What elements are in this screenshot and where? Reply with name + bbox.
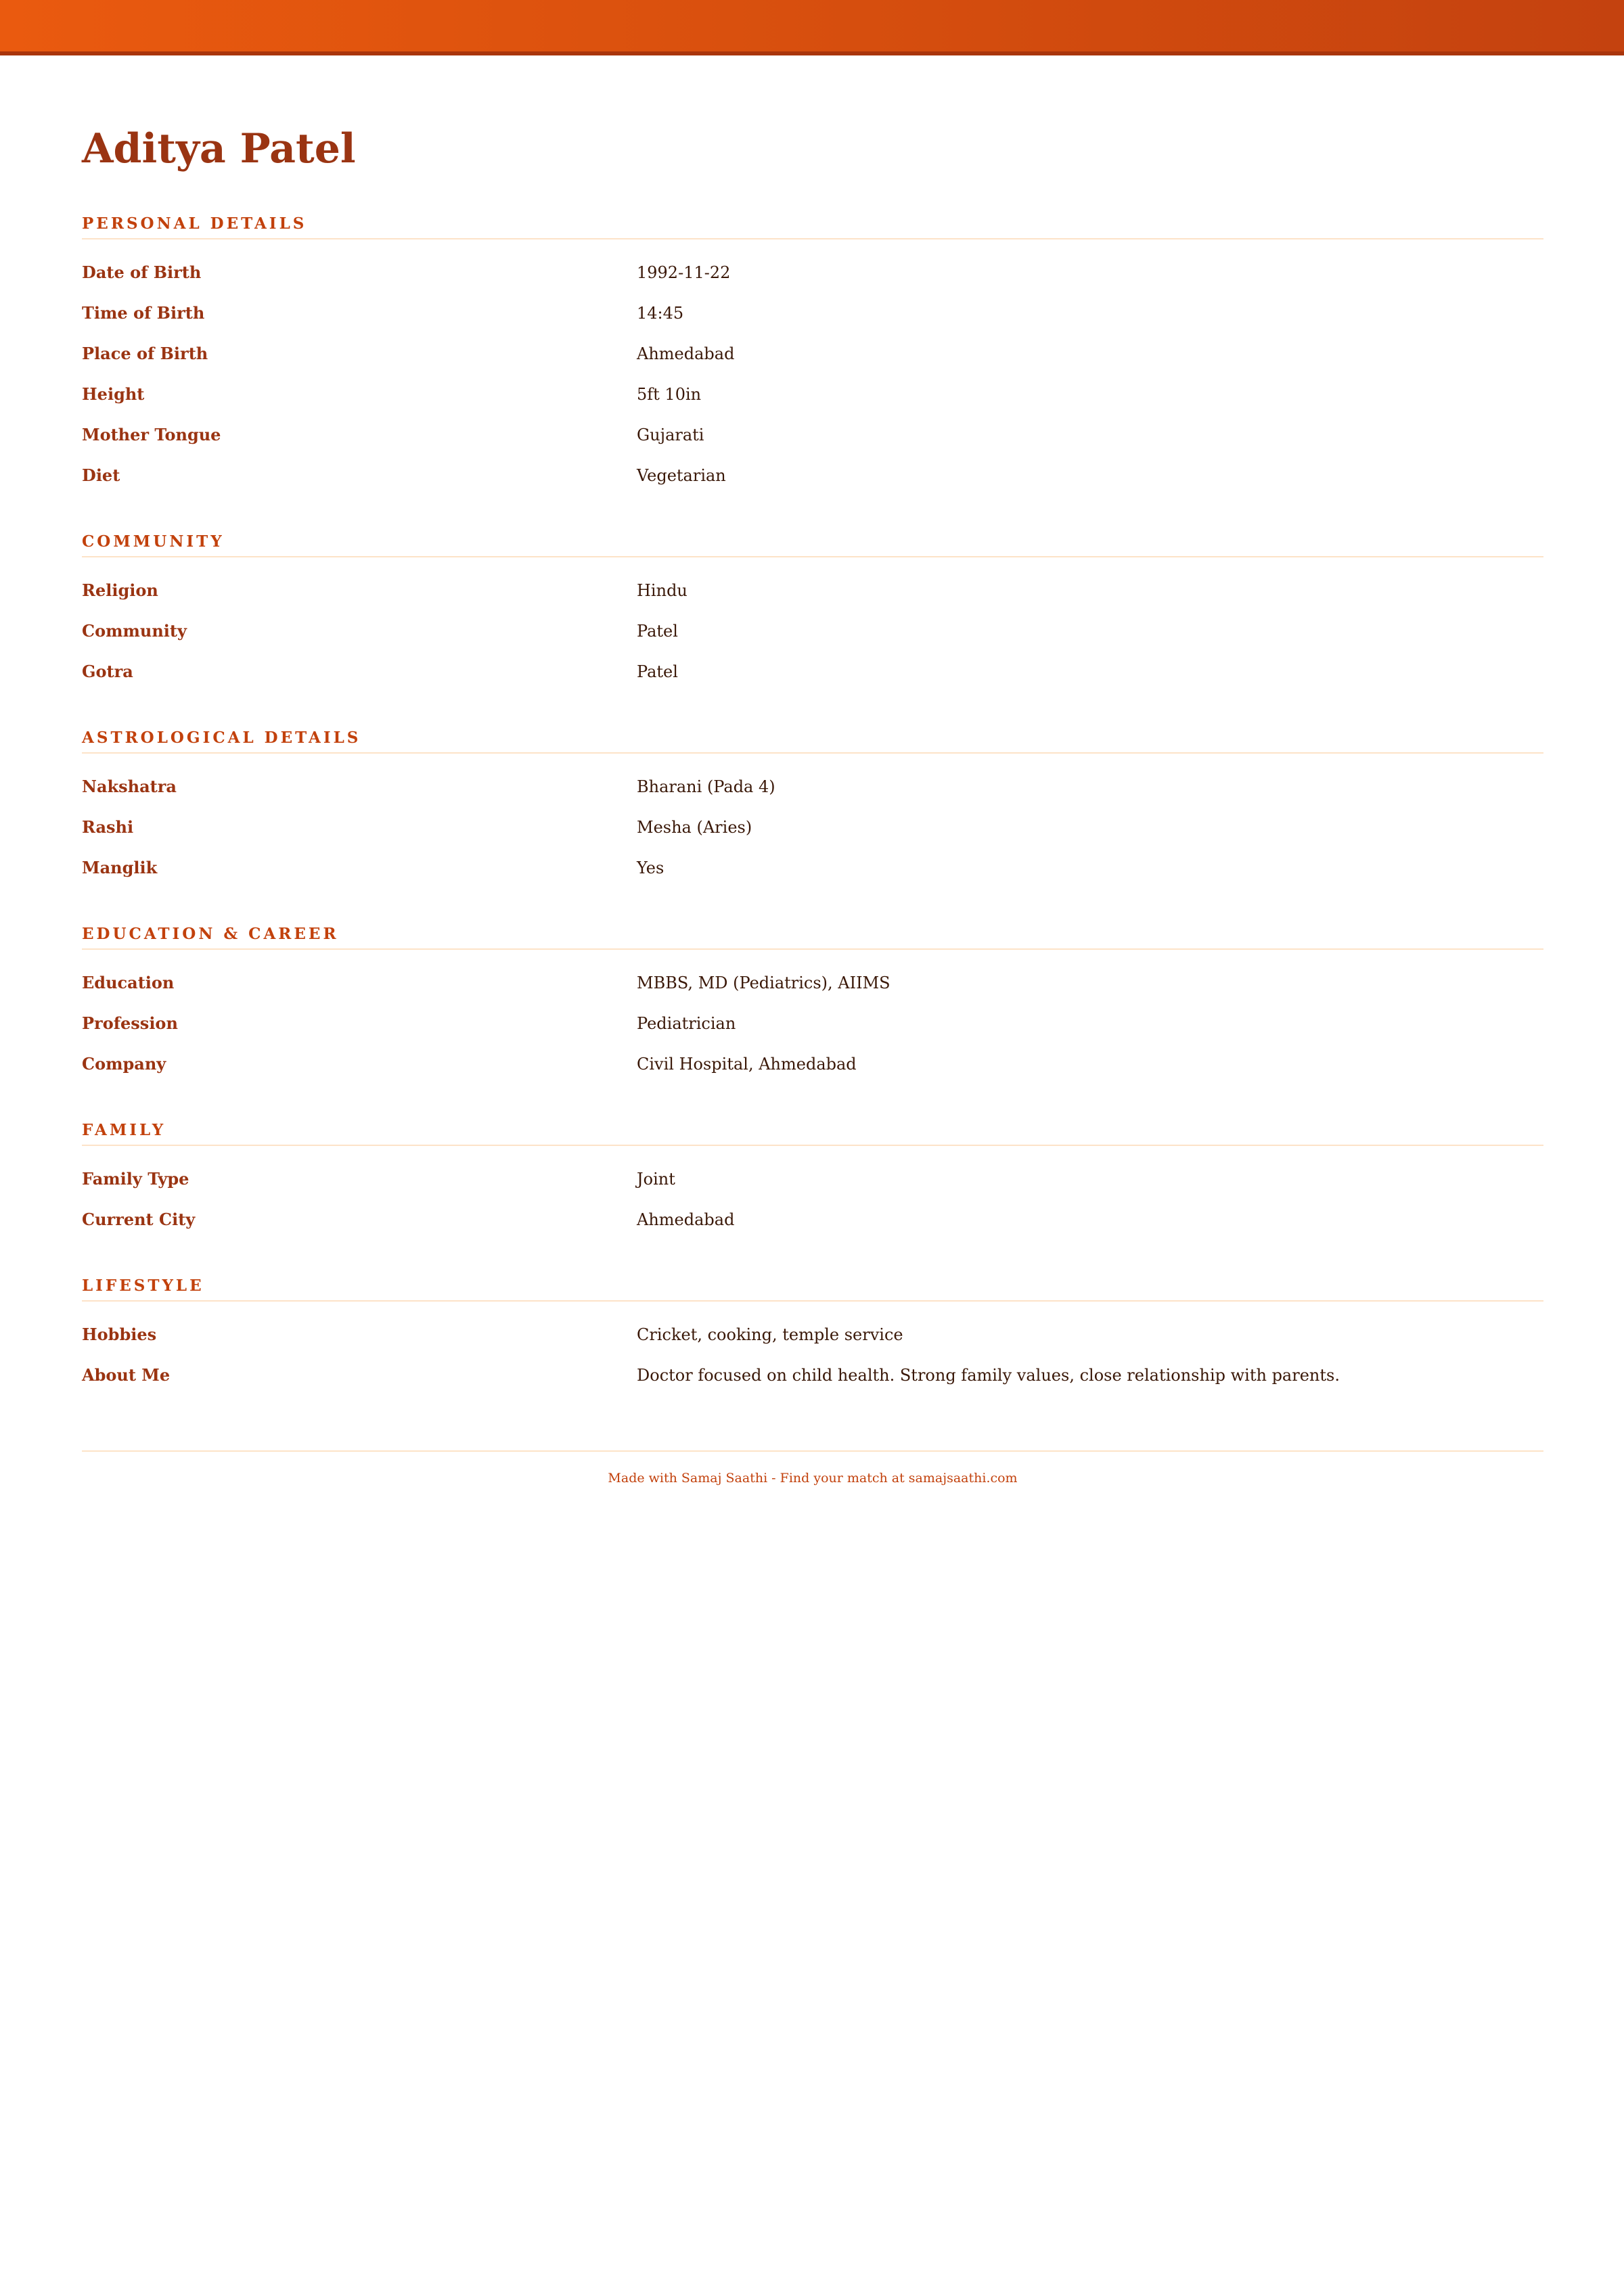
field-value: Doctor focused on child health. Strong family values, close relationship with parents.	[637, 1366, 1340, 1385]
field-label: Date of Birth	[82, 262, 202, 282]
detail-row	[82, 1314, 1543, 1355]
field-value: Mesha (Aries)	[637, 818, 752, 837]
section-divider	[82, 556, 1543, 557]
detail-row	[82, 651, 1543, 692]
detail-row	[82, 293, 1543, 334]
field-label: Current City	[82, 1210, 196, 1229]
field-value: Yes	[637, 858, 664, 877]
field-label: Height	[82, 384, 145, 404]
profile-name: Aditya Patel	[82, 125, 356, 173]
field-value: Ahmedabad	[637, 1210, 735, 1229]
field-value: 14:45	[637, 304, 684, 323]
detail-row	[82, 1003, 1543, 1044]
field-label: Mother Tongue	[82, 425, 221, 444]
section-divider	[82, 752, 1543, 754]
field-value: Patel	[637, 662, 678, 681]
detail-row	[82, 374, 1543, 415]
detail-row	[82, 766, 1543, 807]
section-astrological-details	[82, 728, 1543, 888]
field-label: Company	[82, 1054, 166, 1074]
section-divider	[82, 948, 1543, 950]
field-value: Cricket, cooking, temple service	[637, 1325, 903, 1344]
detail-row	[82, 1044, 1543, 1084]
detail-row	[82, 415, 1543, 455]
field-label: Profession	[82, 1013, 178, 1033]
field-value: Pediatrician	[637, 1014, 736, 1033]
section-title: EDUCATION & CAREER	[82, 925, 339, 943]
section-title: FAMILY	[82, 1121, 166, 1139]
detail-row	[82, 1199, 1543, 1240]
header-bar	[0, 0, 1624, 55]
field-value: Vegetarian	[637, 466, 726, 485]
section-divider	[82, 238, 1543, 239]
section-divider	[82, 1300, 1543, 1302]
section-divider	[82, 1145, 1543, 1146]
field-label: Nakshatra	[82, 777, 177, 796]
field-label: About Me	[82, 1365, 171, 1385]
field-label: Education	[82, 973, 175, 992]
section-family	[82, 1120, 1543, 1240]
field-label: Manglik	[82, 858, 158, 877]
field-label: Gotra	[82, 662, 133, 681]
field-value: Ahmedabad	[637, 344, 735, 363]
field-label: Community	[82, 621, 187, 641]
section-title: ASTROLOGICAL DETAILS	[82, 729, 361, 747]
field-value: Hindu	[637, 581, 687, 600]
detail-row	[82, 252, 1543, 293]
detail-row	[82, 334, 1543, 374]
detail-row	[82, 1355, 1543, 1396]
section-personal-details	[82, 214, 1543, 496]
field-label: Time of Birth	[82, 303, 205, 323]
field-value: Joint	[637, 1170, 675, 1189]
field-value: Patel	[637, 622, 678, 641]
section-education-career	[82, 924, 1543, 1084]
detail-row	[82, 807, 1543, 848]
field-value: Civil Hospital, Ahmedabad	[637, 1055, 857, 1074]
field-label: Religion	[82, 580, 158, 600]
footer-divider	[82, 1450, 1543, 1452]
field-value: 1992-11-22	[637, 263, 731, 282]
section-title: COMMUNITY	[82, 532, 225, 551]
detail-row	[82, 848, 1543, 888]
field-value: Gujarati	[637, 426, 704, 444]
detail-row	[82, 611, 1543, 651]
field-label: Rashi	[82, 817, 134, 837]
detail-row	[82, 570, 1543, 611]
detail-row	[82, 455, 1543, 496]
field-value: Bharani (Pada 4)	[637, 777, 775, 796]
field-label: Family Type	[82, 1169, 189, 1189]
field-label: Hobbies	[82, 1325, 157, 1344]
section-title: LIFESTYLE	[82, 1277, 204, 1295]
section-title: PERSONAL DETAILS	[82, 214, 307, 233]
footer-text: Made with Samaj Saathi - Find your match at samajsaathi.com	[608, 1471, 1018, 1486]
field-value: 5ft 10in	[637, 385, 702, 404]
section-lifestyle	[82, 1276, 1543, 1396]
detail-row	[82, 963, 1543, 1003]
field-label: Place of Birth	[82, 344, 208, 363]
section-community	[82, 532, 1543, 692]
field-label: Diet	[82, 465, 120, 485]
detail-row	[82, 1159, 1543, 1199]
field-value: MBBS, MD (Pediatrics), AIIMS	[637, 973, 890, 992]
